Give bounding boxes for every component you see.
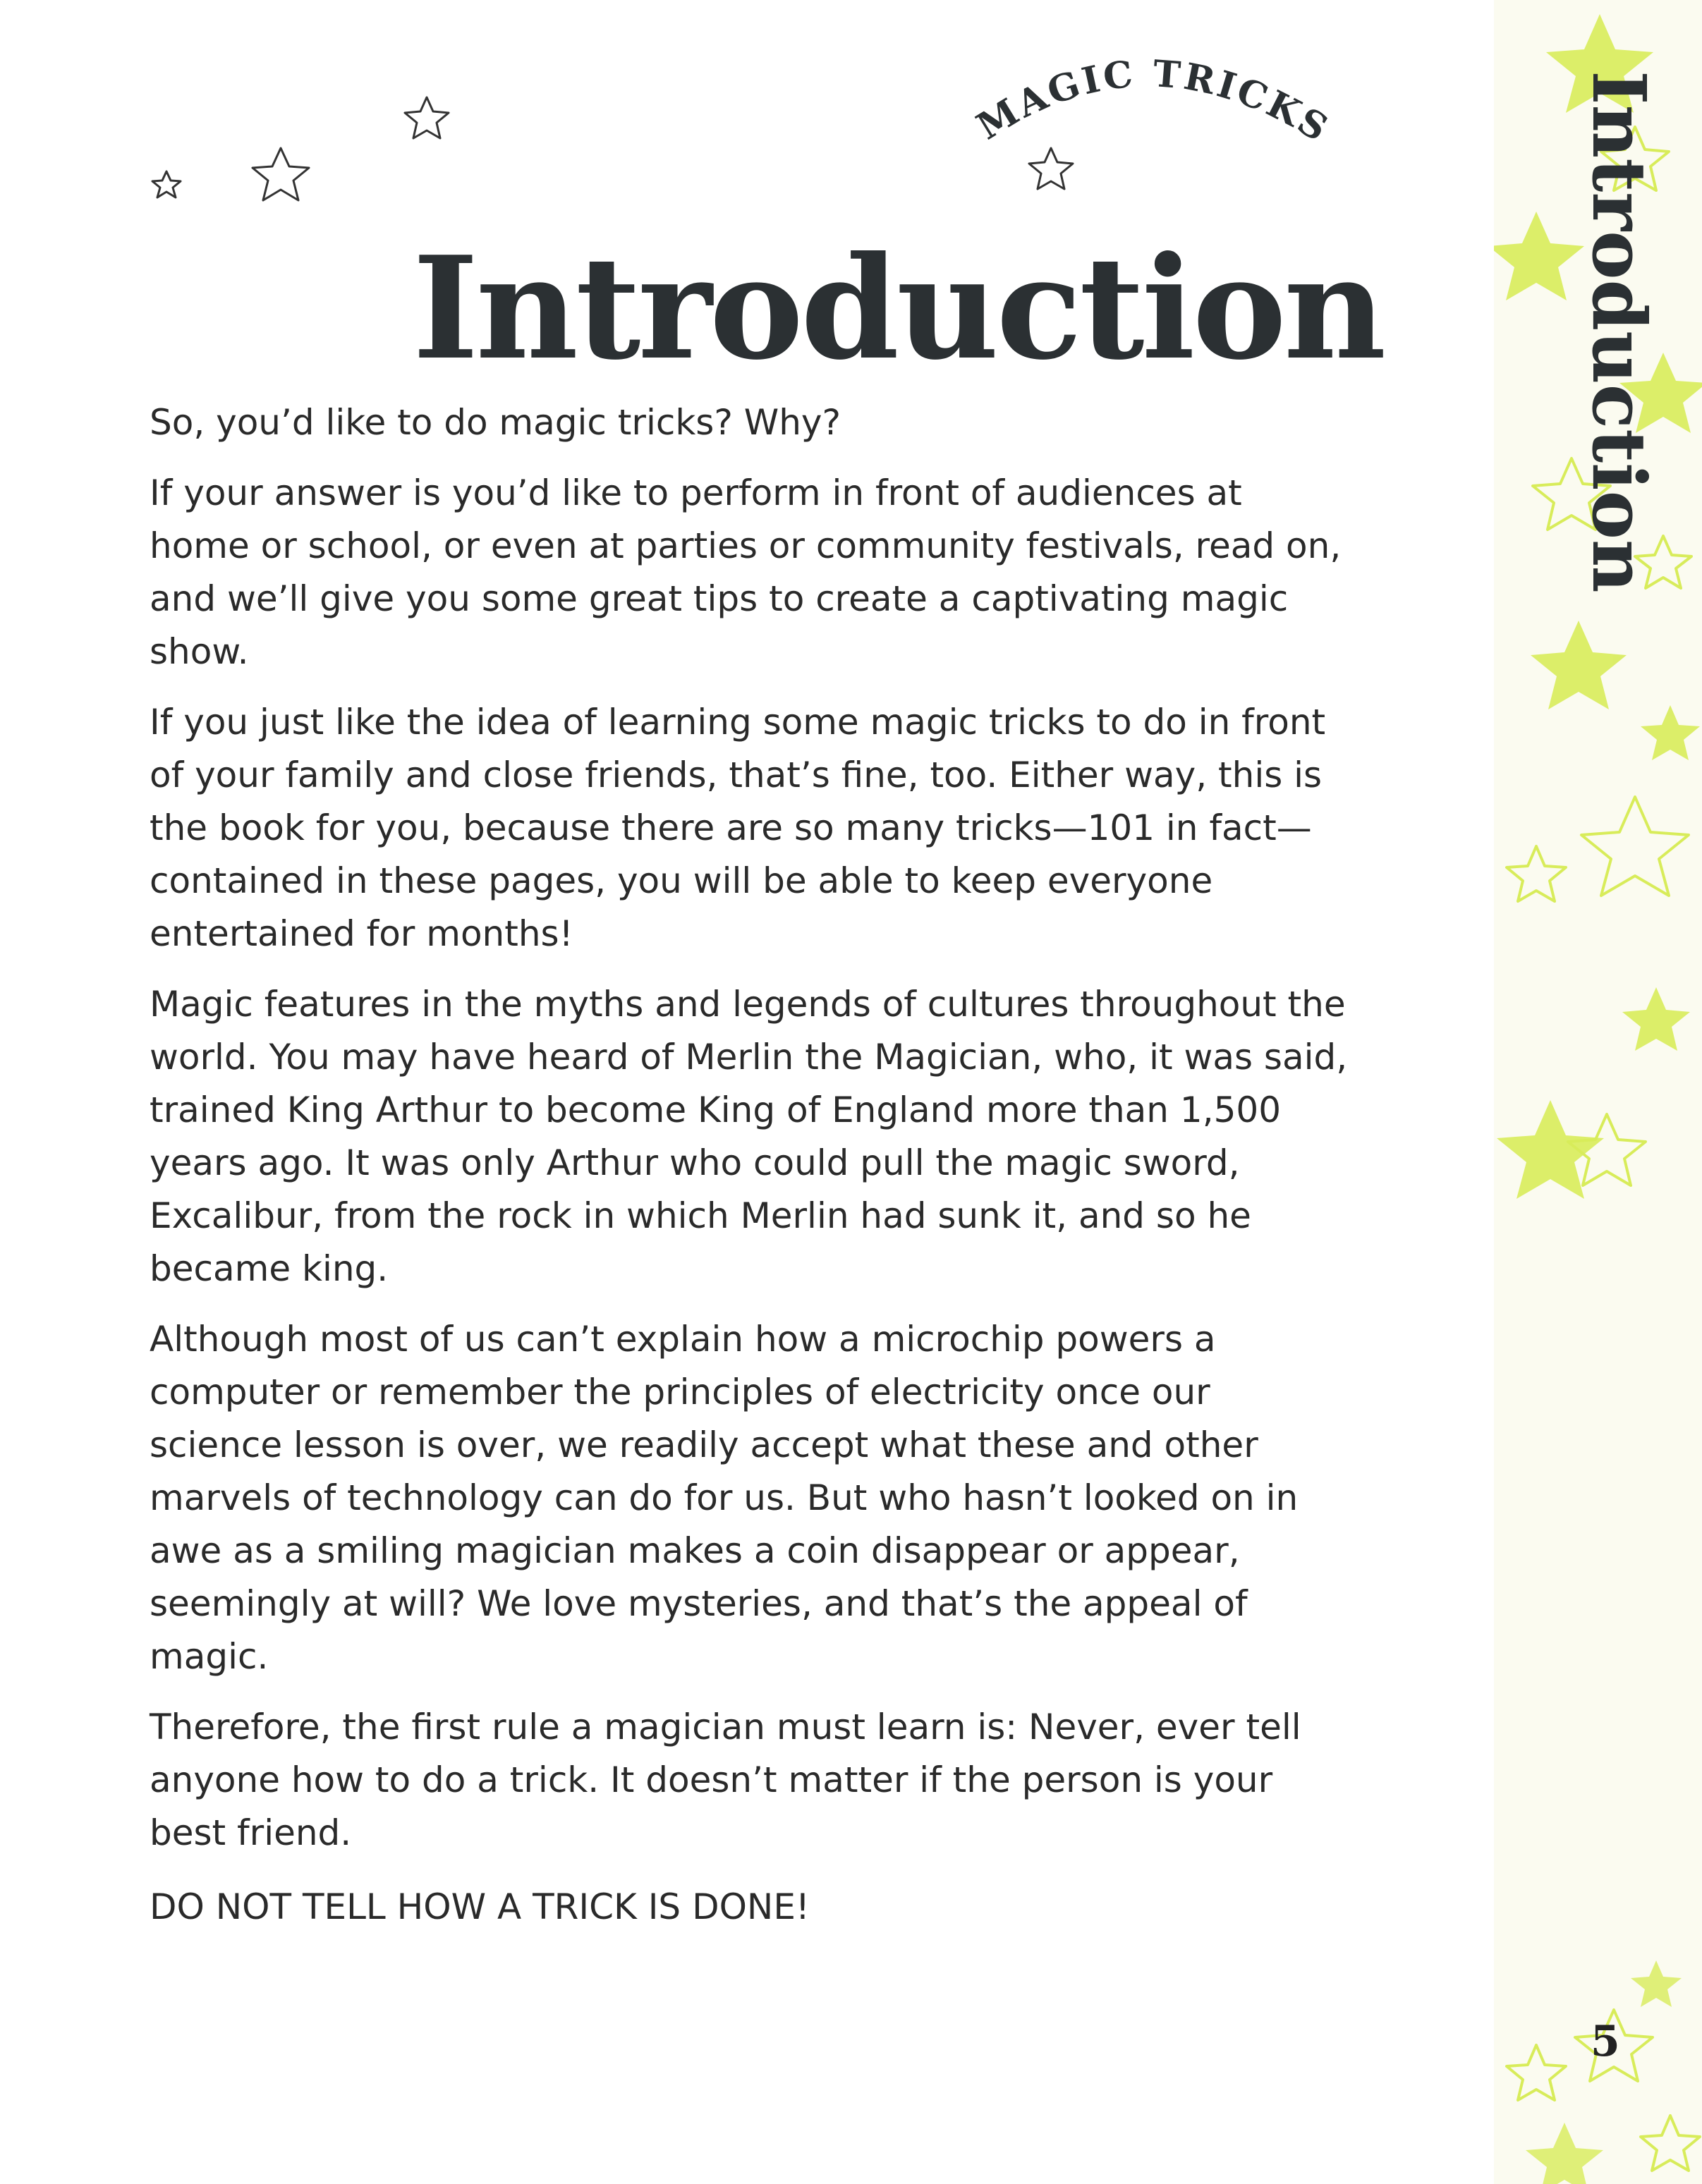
paragraph: Although most of us can’t explain how a microchip powers a computer or remember the principles of electricity once our science lesson is over, we readily accept what these and other marvels of technology can do for us. But who hasn’t looked on in awe as a smiling magician makes a coin disappear or appear, seemingly at will? We love mysteries, and that’s the appeal of magic. bbox=[150, 1319, 1299, 1677]
closing-rule: DO NOT TELL HOW A TRICK IS DONE! bbox=[150, 1886, 810, 1927]
paragraph: If your answer is you’d like to perform in front of audiences at home or school, or even at parties or community festivals, read on, and we’ll give you some great tips to create a captivating magic show. bbox=[150, 472, 1342, 672]
paragraph: Therefore, the first rule a magician must learn is: Never, ever tell anyone how to do a trick. It doesn’t matter if the person is your best friend. bbox=[150, 1707, 1301, 1853]
star-outline-icon bbox=[152, 171, 181, 197]
side-tab-title: Introduction bbox=[1576, 71, 1663, 593]
paragraph: If you just like the idea of learning some magic tricks to do in front of your family and close friends, that’s fine, too. Either way, this is the book for you, because there are so many tricks—101 in fact—contained in these pages, you will be able to keep everyone entertained for months! bbox=[150, 702, 1326, 954]
section-label: MAGIC TRICKS bbox=[969, 51, 1338, 152]
paragraph: So, you’d like to do magic tricks? Why? bbox=[150, 402, 841, 443]
star-outline-icon bbox=[405, 97, 449, 138]
section-header bbox=[959, 35, 1354, 176]
star-outline-icon bbox=[253, 148, 309, 200]
page-title: Introduction bbox=[413, 226, 1384, 391]
paragraph: Magic features in the myths and legends of cultures throughout the world. You may have heard of Merlin the Magician, who, it was said, trained King Arthur to become King of England more than 1,500 years ago. It was only Arthur who could pull the magic sword, Excalibur, from the rock in which Merlin had sunk it, and so he became king. bbox=[150, 984, 1348, 1289]
svg-text:MAGIC TRICKS bbox=[969, 52, 1337, 152]
body-text bbox=[150, 396, 1349, 1951]
page-number: 5 bbox=[1591, 2017, 1620, 2066]
